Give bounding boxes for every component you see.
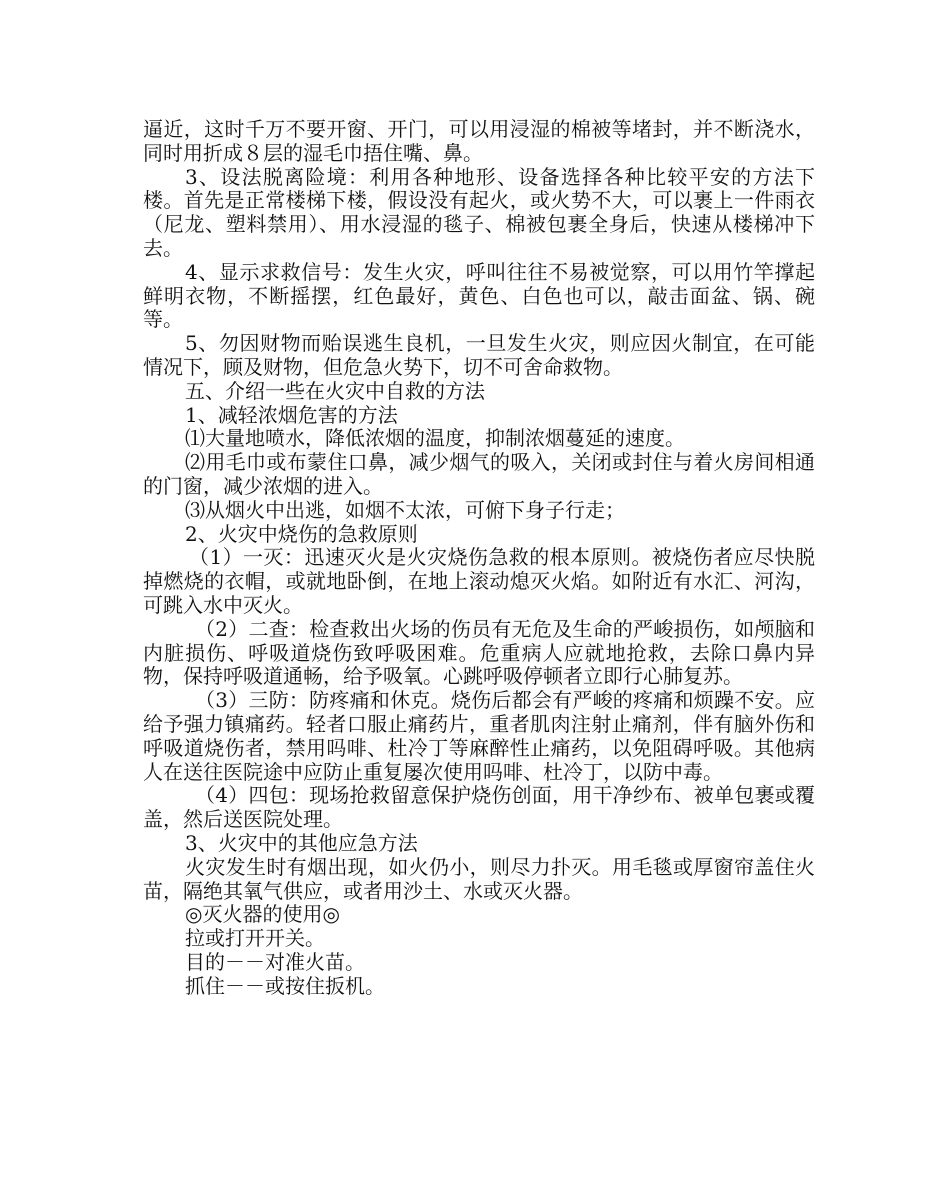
- list-item-check: （2）二查：检查救出火场的伤员有无危及生命的严峻损伤，如颅脑和内脏损伤、呼吸道烧伤致呼吸困难。危重病人应就地抢救，去除口鼻内异物，保持呼吸道通畅，给予吸氧。心跳呼吸停顿者立即行心肺复苏。: [143, 616, 815, 689]
- paragraph-distress-signal: 4、显示求救信号：发生火灾，呼叫往往不易被觉察，可以用竹竿撑起鲜明衣物，不断摇摆，红色最好，黄色、白色也可以，敲击面盆、锅、碗等。: [143, 259, 815, 332]
- section-heading-self-rescue: 五、介绍一些在火灾中自救的方法: [185, 378, 485, 403]
- step-aim: 目的－－对准火苗。: [185, 949, 365, 974]
- list-item-cover-nose: ⑵用毛巾或布蒙住口鼻，减少烟气的吸入，关闭或封住与着火房间相通的门窗，减少浓烟的进入。: [143, 450, 815, 498]
- subheading-other-methods: 3、火灾中的其他应急方法: [185, 830, 418, 855]
- paragraph-escape-danger: 3、设法脱离险境：利用各种地形、设备选择各种比较平安的方法下楼。首先是正常楼梯下楼，假设没有起火，或火势不大，可以裹上一件雨衣（尼龙、塑料禁用）、用水浸湿的毯子、棉被包裹全身后，快速从楼梯冲下去。: [143, 164, 815, 260]
- subheading-burn-first-aid: 2、火灾中烧伤的急救原则: [185, 521, 418, 546]
- subheading-reduce-smoke: 1、减轻浓烟危害的方法: [185, 402, 398, 427]
- paragraph-property: 5、勿因财物而贻误逃生良机，一旦发生火灾，则应因火制宜，在可能情况下，顾及财物，但危急火势下，切不可舍命救物。: [143, 331, 815, 379]
- paragraph-continuation: 逼近，这时千万不要开窗、开门，可以用浸湿的棉被等堵封，并不断浇水，同时用折成８层的湿毛巾捂住嘴、鼻。: [143, 117, 815, 165]
- document-page: [143, 118, 815, 998]
- list-item-prevent: （3）三防：防疼痛和休克。烧伤后都会有严峻的疼痛和烦躁不安。应给予强力镇痛药。轻者口服止痛药片，重者肌肉注射止痛剂，伴有脑外伤和呼吸道烧伤者，禁用吗啡、杜冷丁等麻醉性止痛药，以免阻碍呼吸。其他病人在送往医院途中应防止重复屡次使用吗啡、杜冷丁，以防中毒。: [143, 688, 815, 784]
- step-pull-switch: 拉或打开开关。: [185, 926, 325, 951]
- step-squeeze-trigger: 抓住－－或按住扳机。: [185, 973, 385, 998]
- list-item-extinguish: （1）一灭：迅速灭火是火灾烧伤急救的根本原则。被烧伤者应尽快脱掉燃烧的衣帽，或就地卧倒，在地上滚动熄灭火焰。如附近有水汇、河沟，可跳入水中灭火。: [143, 545, 815, 617]
- list-item-crouch-escape: ⑶从烟火中出逃，如烟不太浓，可俯下身子行走；: [185, 497, 625, 522]
- list-item-spray-water: ⑴大量地喷水，降低浓烟的温度，抑制浓烟蔓延的速度。: [185, 426, 685, 451]
- list-item-bandage: （4）四包：现场抢救留意保护烧伤创面，用干净纱布、被单包裹或覆盖，然后送医院处理。: [143, 783, 815, 832]
- heading-extinguisher-usage: ◎灭火器的使用◎: [185, 902, 340, 927]
- paragraph-smoke-appears: 火灾发生时有烟出现，如火仍小，则尽力扑灭。用毛毯或厚窗帘盖住火苗，隔绝其氧气供应，或者用沙土、水或灭火器。: [143, 854, 815, 903]
